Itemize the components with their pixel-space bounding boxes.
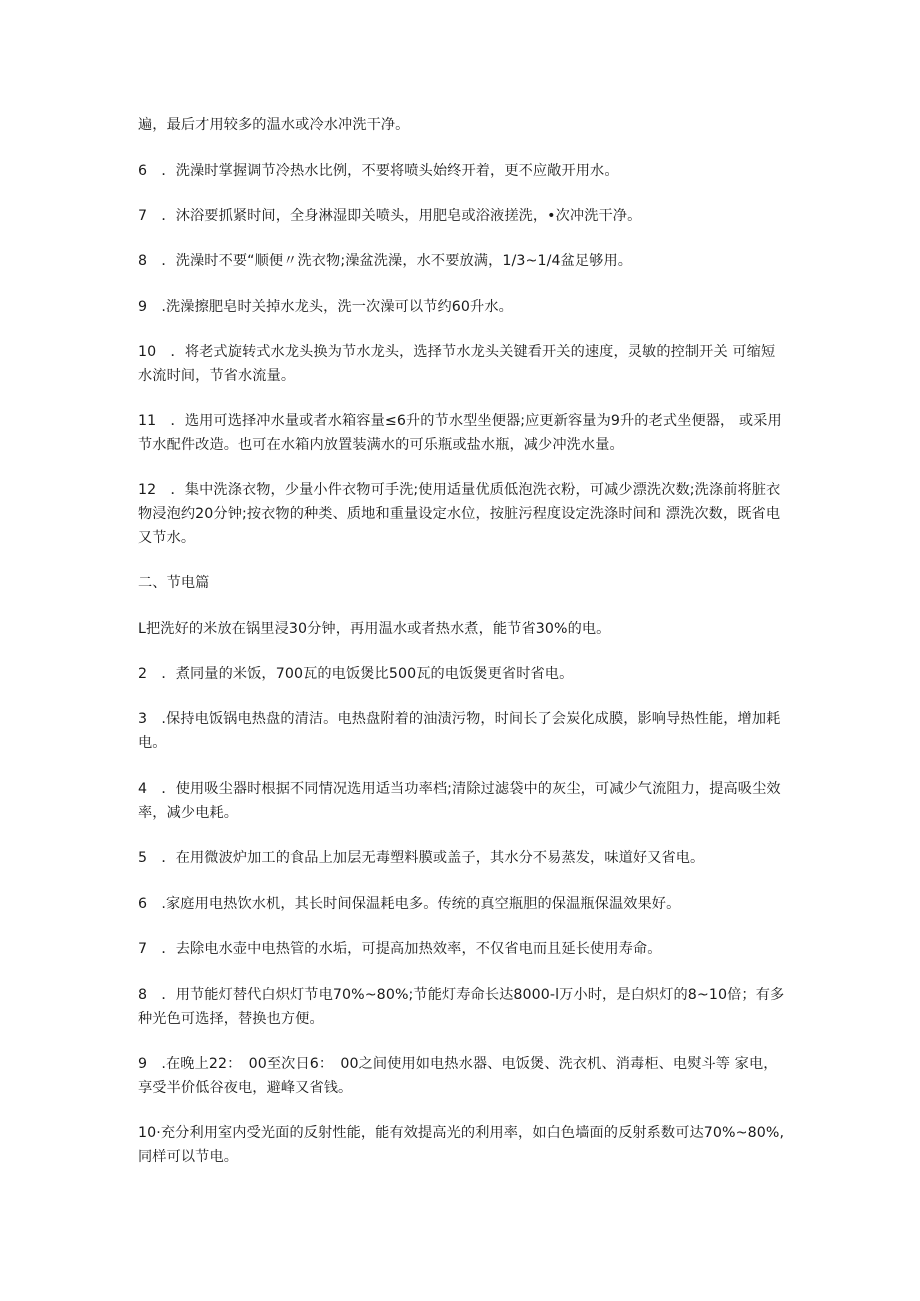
paragraph-electricity-item-1: L把洗好的米放在锅里浸30分钟，再用温水或者热水煮，能节省30%的电。 — [138, 621, 611, 637]
paragraph-electricity-item-5: 5 ．在用微波炉加工的食品上加层无毒塑料膜或盖子，其水分不易蒸发，味道好又省电。 — [138, 850, 705, 866]
paragraph-water-item-12: 12 ．集中洗涤衣物，少量小件衣物可手洗;使用适量优质低泡洗衣粉，可减少漂洗次数;洗涤前将脏衣物浸泡约20分钟;按衣物的种类、质地和重量设定水位，按脏污程度设定洗涤时间和 漂洗次数，既省电又节水。 — [138, 482, 781, 546]
paragraph-electricity-item-2: 2 ．煮同量的米饭，700瓦的电饭煲比500瓦的电饭煲更省时省电。 — [138, 666, 574, 682]
paragraph-water-item-11: 11 ．选用可选择冲水量或者水箱容量≤6升的节水型坐便器;应更新容量为9升的老式坐便器， 或采用节水配件改造。也可在水箱内放置装满水的可乐瓶或盐水瓶，减少冲洗水量。 — [138, 413, 782, 453]
paragraph-water-item-7: 7 ．沐浴要抓紧时间，全身淋湿即关喷头，用肥皂或浴液搓洗，•次冲洗干净。 — [138, 208, 642, 224]
paragraph-electricity-item-7: 7 ．去除电水壶中电热管的水垢，可提高加热效率，不仅省电而且延长使用寿命。 — [138, 941, 662, 957]
paragraph-electricity-item-3: 3 .保持电饭锅电热盘的清洁。电热盘附着的油渍污物，时间长了会炭化成膜，影响导热性能，增加耗电。 — [138, 711, 781, 751]
paragraph-water-item-6: 6 ．洗澡时掌握调节冷热水比例，不要将喷头始终开着，更不应敞开用水。 — [138, 163, 619, 179]
paragraph-electricity-item-10: 10·充分利用室内受光面的反射性能，能有效提高光的利用率，如白色墙面的反射系数可达70%~80%,同样可以节电。 — [138, 1125, 785, 1165]
paragraph-water-item-8: 8 ．洗澡时不要“顺便〃洗衣物;澡盆洗澡，水不要放满，1/3~1/4盆足够用。 — [138, 253, 633, 269]
paragraph-water-item-9: 9 .洗澡擦肥皂时关掉水龙头，洗一次澡可以节约60升水。 — [138, 299, 513, 315]
paragraph-electricity-item-8: 8 ．用节能灯替代白炽灯节电70%~80%;节能灯寿命长达8000-l万小时，是白炽灯的8~10倍；有多种光色可选择，替换也方便。 — [138, 987, 785, 1027]
section-heading-electricity: 二、节电篇 — [138, 575, 210, 591]
paragraph-electricity-item-4: 4 ．使用吸尘器时根据不同情况选用适当功率档;清除过滤袋中的灰尘，可减少气流阻力，提高吸尘效率，减少电耗。 — [138, 781, 781, 821]
paragraph-electricity-item-9: 9 .在晚上22： 00至次日6： 00之间使用如电热水器、电饭煲、洗衣机、消毒柜、电熨斗等 家电，享受半价低谷夜电，避峰又省钱。 — [138, 1056, 778, 1096]
paragraph-continuation: 遍，最后才用较多的温水或冷水冲洗干净。 — [138, 117, 410, 133]
paragraph-electricity-item-6: 6 .家庭用电热饮水机，其长时间保温耗电多。传统的真空瓶胆的保温瓶保温效果好。 — [138, 896, 681, 912]
paragraph-water-item-10: 10 ．将老式旋转式水龙头换为节水龙头，选择节水龙头关键看开关的速度，灵敏的控制开关 可缩短水流时间，节省水流量。 — [138, 344, 776, 384]
